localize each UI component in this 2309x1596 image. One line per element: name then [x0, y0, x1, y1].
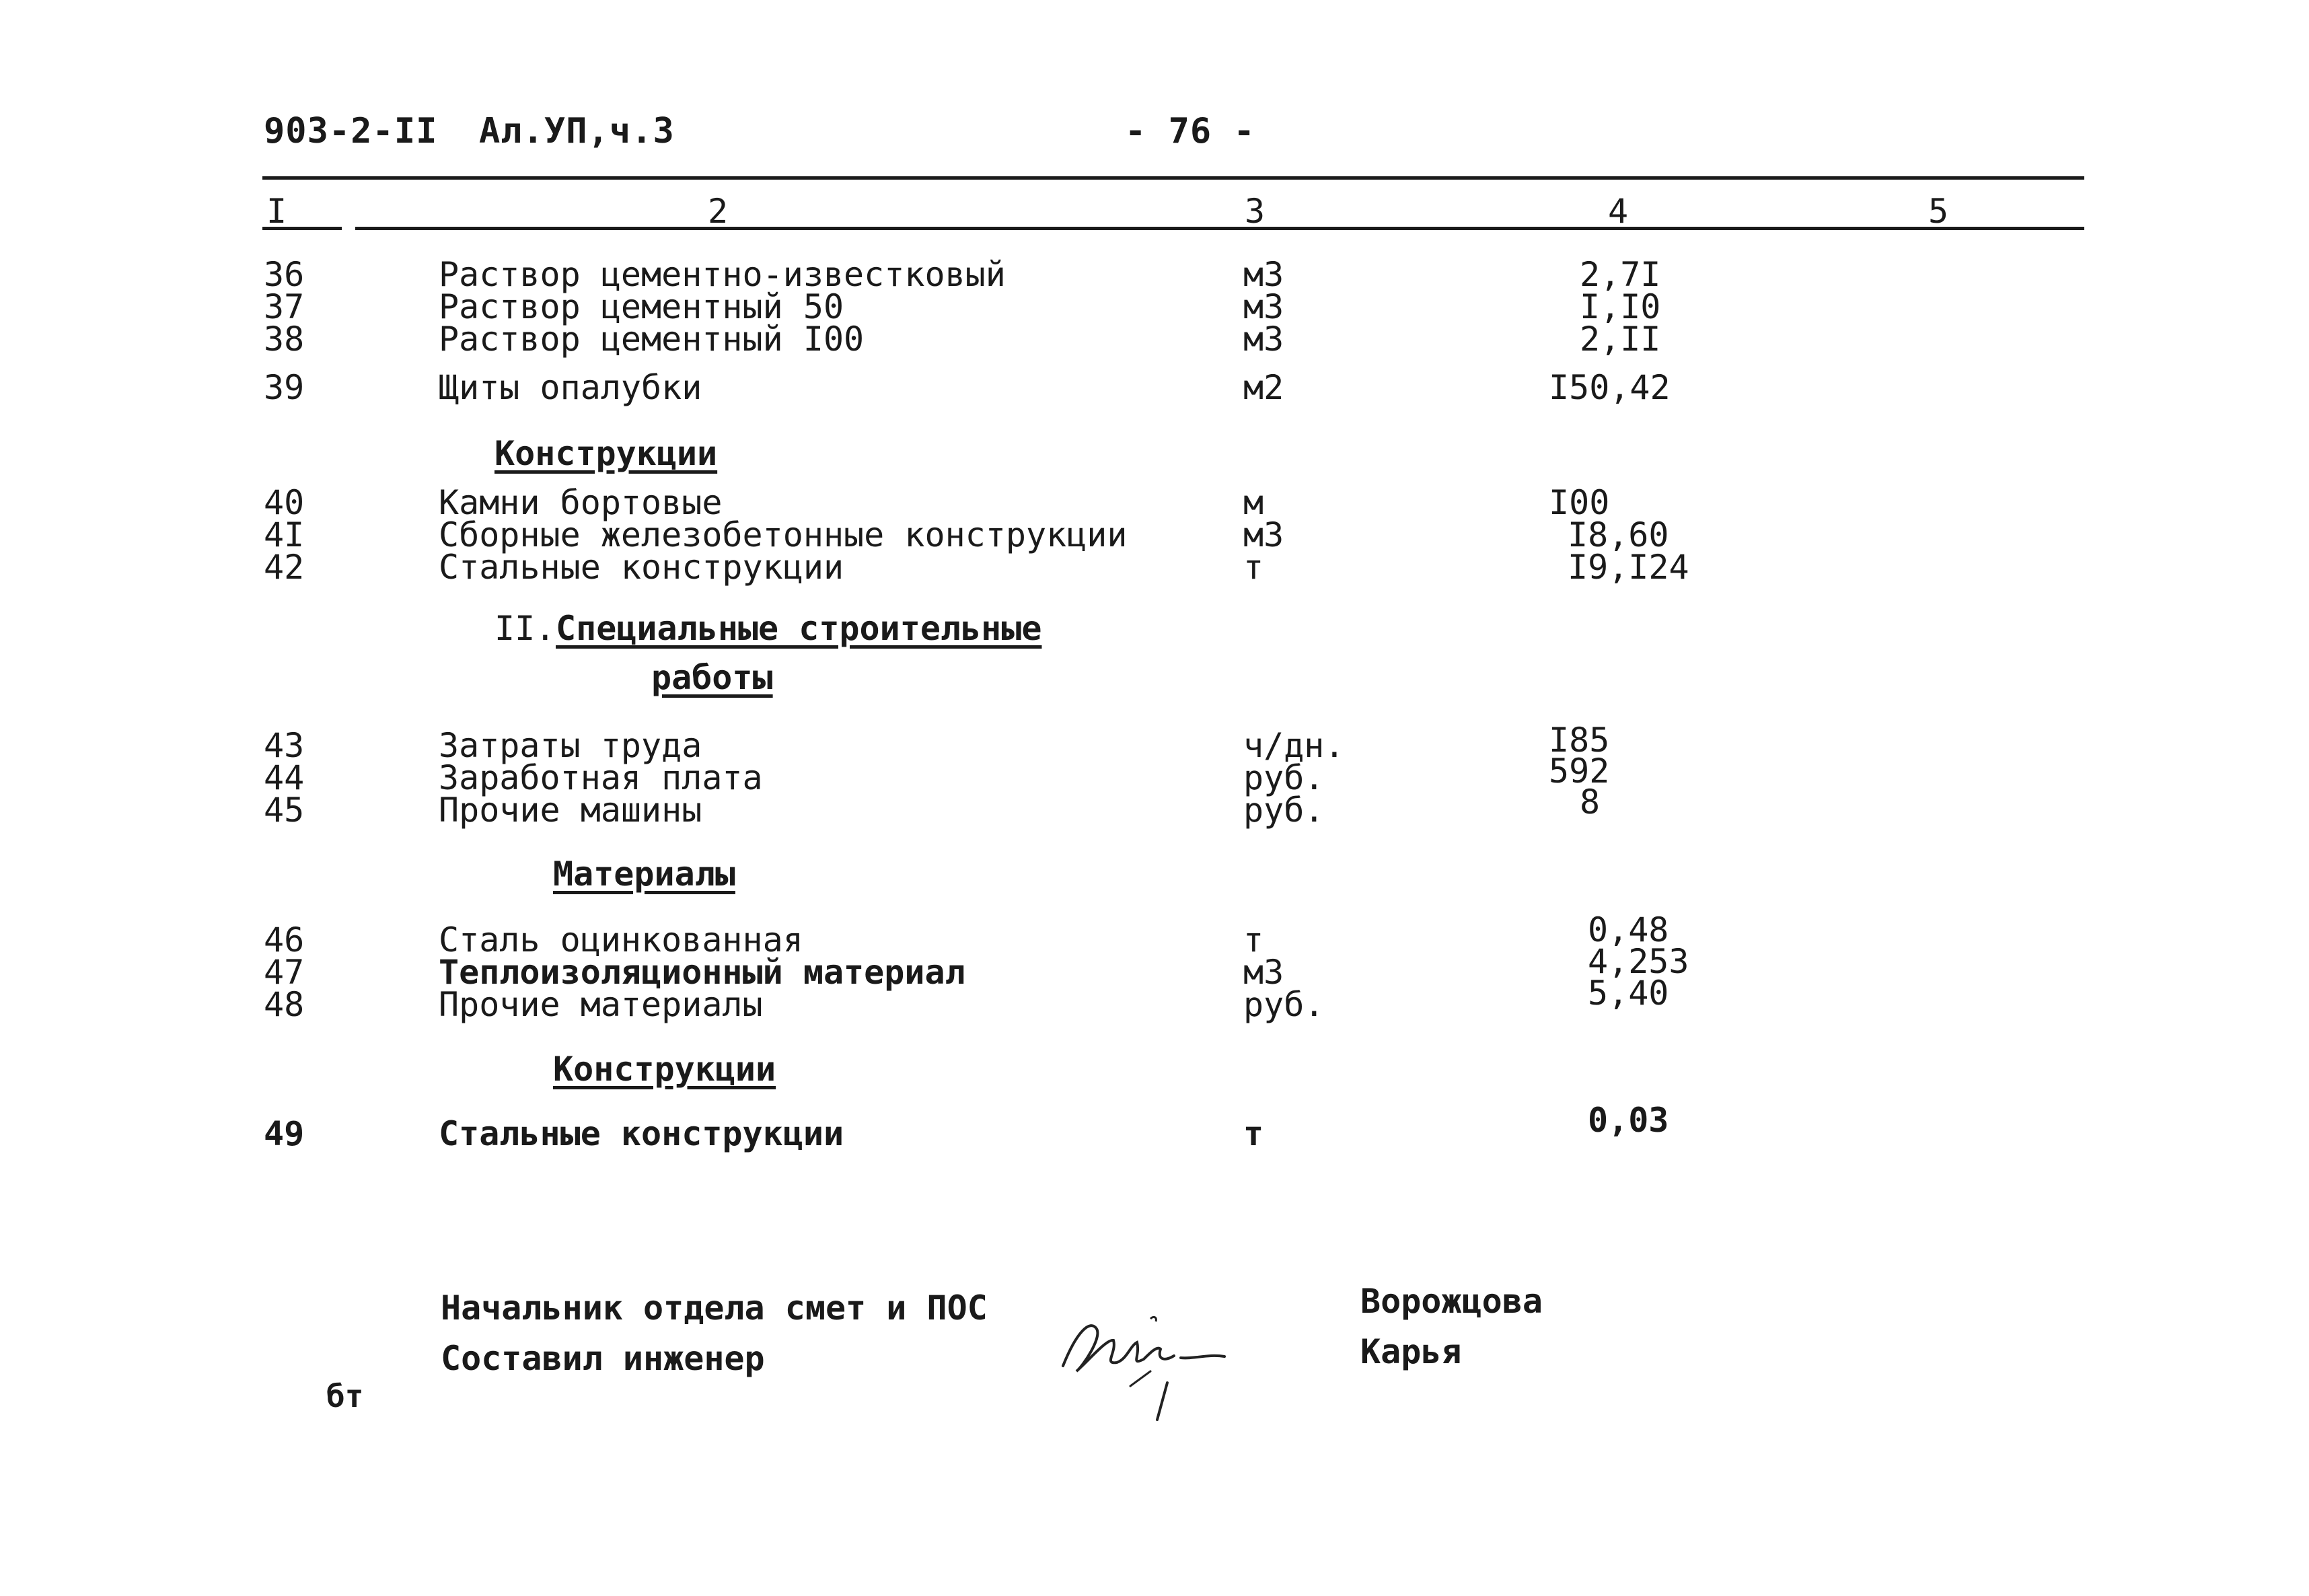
column-header-1: I: [266, 192, 287, 231]
row-number: 48: [264, 985, 305, 1024]
signature-role-head: Начальник отдела смет и ПОС: [441, 1289, 988, 1328]
item-quantity: I50,42: [1549, 368, 1671, 407]
row-number: 38: [264, 320, 305, 359]
item-name: Прочие материалы: [439, 985, 763, 1024]
row-number: 43: [264, 726, 305, 765]
handwritten-signature: [1050, 1292, 1251, 1426]
item-name: Теплоизоляционный материал: [439, 953, 965, 992]
item-unit: руб.: [1243, 758, 1325, 797]
item-quantity: I85: [1549, 721, 1610, 760]
row-number: 40: [264, 483, 305, 522]
item-quantity: 4,253: [1588, 942, 1689, 981]
signature-name-engineer: Карья: [1360, 1332, 1462, 1371]
item-quantity: 5,40: [1588, 974, 1669, 1013]
row-number: 47: [264, 953, 305, 992]
header-rule-main: [355, 227, 2084, 230]
row-number: 44: [264, 758, 305, 797]
item-name: Стальные конструкции: [439, 548, 844, 587]
item-unit: м2: [1243, 368, 1284, 407]
item-quantity: 0,03: [1588, 1101, 1669, 1140]
item-name: Раствор цементный I00: [439, 320, 865, 359]
row-number: 46: [264, 920, 305, 959]
item-unit: т: [1243, 548, 1264, 587]
column-header-5: 5: [1928, 192, 1949, 231]
item-name: Щиты опалубки: [439, 368, 702, 407]
signature-name-head: Ворожцова: [1360, 1282, 1543, 1321]
item-quantity: I,I0: [1580, 287, 1661, 326]
section-heading-constructions-2: Конструкции: [553, 1050, 776, 1089]
row-number: 37: [264, 287, 305, 326]
row-number: 36: [264, 255, 305, 294]
item-unit: руб.: [1243, 791, 1325, 830]
item-unit: т: [1243, 920, 1264, 959]
item-name: Заработная плата: [439, 758, 763, 797]
footer-mark: бт: [326, 1378, 364, 1414]
item-quantity: 2,7I: [1580, 255, 1661, 294]
item-quantity: 2,II: [1580, 320, 1661, 359]
column-header-4: 4: [1608, 192, 1629, 231]
item-quantity: 0,48: [1588, 910, 1669, 949]
item-unit: м3: [1243, 320, 1284, 359]
item-unit: м3: [1243, 287, 1284, 326]
section-number: II.: [494, 609, 556, 648]
column-header-2: 2: [708, 192, 729, 231]
item-name: Раствор цементный 50: [439, 287, 844, 326]
item-unit: ч/дн.: [1243, 726, 1345, 765]
item-name: Прочие машины: [439, 791, 702, 830]
item-quantity: I00: [1549, 483, 1610, 522]
row-number: 42: [264, 548, 305, 587]
column-header-3: 3: [1245, 192, 1266, 231]
document-code: 903-2-II: [264, 111, 438, 151]
item-name: Сталь оцинкованная: [439, 920, 803, 959]
item-unit: м3: [1243, 255, 1284, 294]
page-number: - 76 -: [1125, 111, 1255, 151]
album-reference: Ал.УП,ч.3: [479, 111, 675, 151]
item-unit: т: [1243, 1114, 1264, 1153]
section-heading-special-works: Специальные строительные: [556, 609, 1042, 648]
item-quantity: I9,I24: [1568, 548, 1689, 587]
item-unit: м: [1243, 483, 1264, 522]
row-number: 4I: [264, 515, 305, 554]
item-name: Стальные конструкции: [439, 1114, 844, 1153]
row-number: 39: [264, 368, 305, 407]
item-name: Камни бортовые: [439, 483, 723, 522]
item-quantity: I8,60: [1568, 515, 1669, 554]
section-heading-special-works-line2: работы: [651, 658, 773, 697]
item-unit: м3: [1243, 953, 1284, 992]
section-heading-materials: Материалы: [553, 855, 735, 894]
item-unit: руб.: [1243, 985, 1325, 1024]
section-heading-constructions: Конструкции: [494, 434, 718, 473]
row-number: 45: [264, 791, 305, 830]
item-name: Сборные железобетонные конструкции: [439, 515, 1128, 554]
item-name: Затраты труда: [439, 726, 702, 765]
item-unit: м3: [1243, 515, 1284, 554]
item-quantity: 592: [1549, 752, 1610, 791]
table-top-rule: [262, 176, 2084, 180]
item-quantity: 8: [1580, 783, 1601, 822]
signature-role-engineer: Составил инженер: [441, 1339, 765, 1378]
item-name: Раствор цементно-известковый: [439, 255, 1006, 294]
row-number: 49: [264, 1114, 305, 1153]
